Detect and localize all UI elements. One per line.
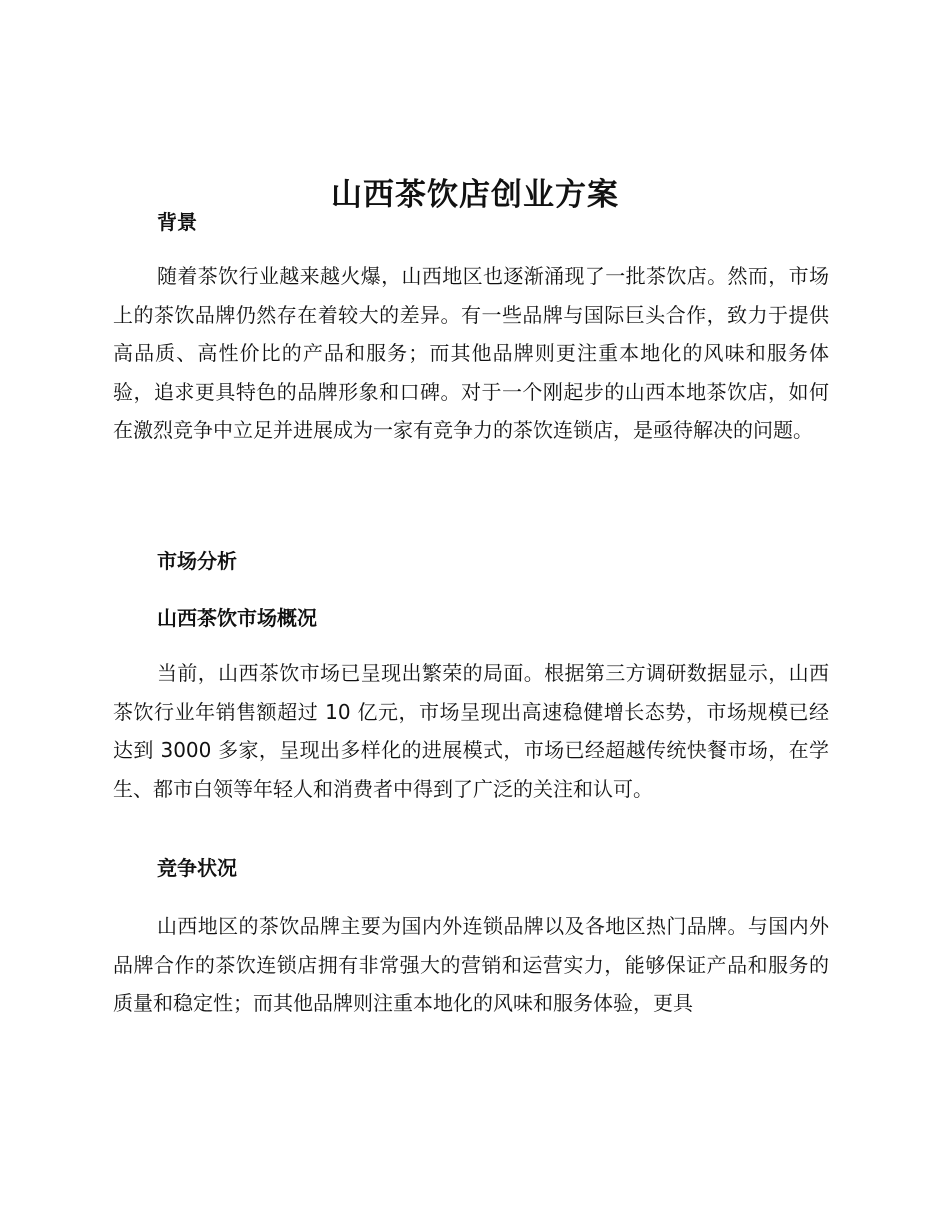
section-heading-competition: 竞争状况 bbox=[157, 856, 237, 880]
section-heading-market-overview: 山西茶饮市场概况 bbox=[157, 606, 317, 630]
section-heading-market-analysis: 市场分析 bbox=[157, 549, 237, 573]
section-heading-background: 背景 bbox=[157, 210, 197, 234]
paragraph-background: 随着茶饮行业越来越火爆，山西地区也逐渐涌现了一批茶饮店。然而，市场上的茶饮品牌仍然存在着较大的差异。有一些品牌与国际巨头合作，致力于提供高品质、高性价比的产品和服务；而其他品牌则更注重本地化的风味和服务体验，追求更具特色的品牌形象和口碑。对于一个刚起步的山西本地茶饮店，如何在激烈竞争中立足并进展成为一家有竞争力的茶饮连锁店，是亟待解决的问题。 bbox=[113, 264, 829, 442]
document-title: 山西茶饮店创业方案 bbox=[331, 176, 619, 213]
paragraph-market-overview: 当前，山西茶饮市场已呈现出繁荣的局面。根据第三方调研数据显示，山西茶饮行业年销售额超过 10 亿元，市场呈现出高速稳健增长态势，市场规模已经达到 3000 多家，呈现出多样化的进展模式，市场已经超越传统快餐市场，在学生、都市白领等年轻人和消费者中得到了广泛的关注和认可。 bbox=[113, 661, 829, 801]
paragraph-competition: 山西地区的茶饮品牌主要为国内外连锁品牌以及各地区热门品牌。与国内外品牌合作的茶饮连锁店拥有非常强大的营销和运营实力，能够保证产品和服务的质量和稳定性；而其他品牌则注重本地化的风味和服务体验，更具 bbox=[113, 914, 829, 1015]
